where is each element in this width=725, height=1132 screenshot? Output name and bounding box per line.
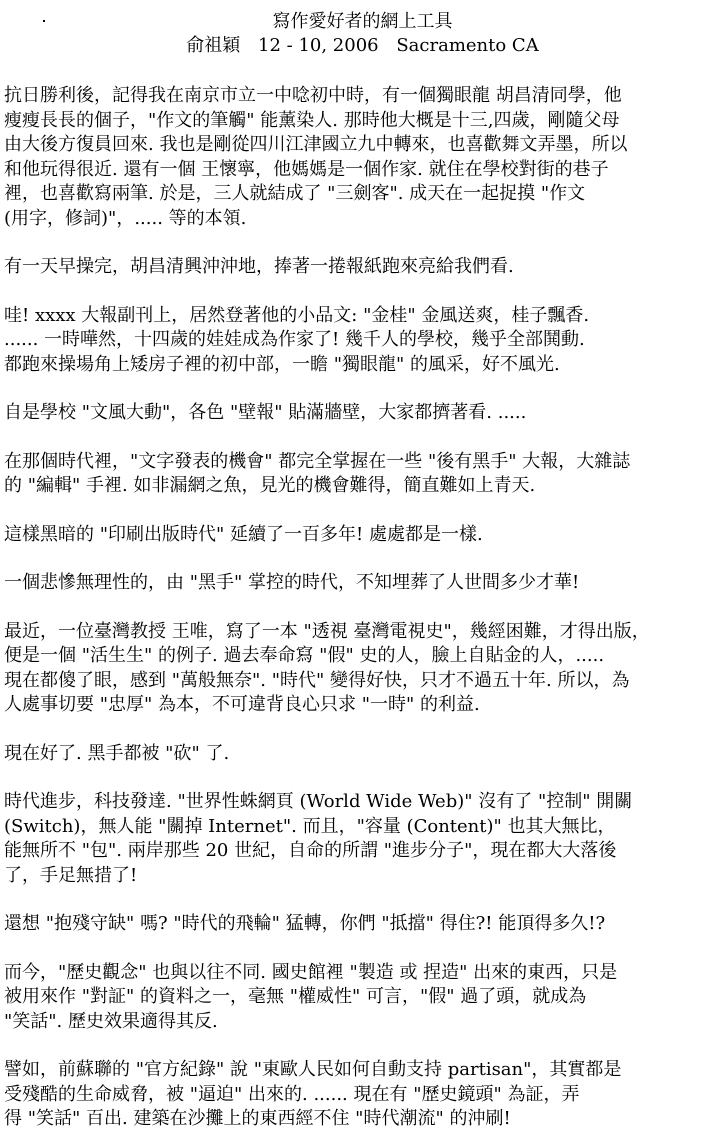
- text-line: (Switch)，無人能 "關掉 Internet". 而且，"容量 (Content)" 也其大無比，: [4, 815, 616, 837]
- text-line: 被用來作 "對証" 的資料之一，毫無 "權威性" 可言，"假" 過了頭，就成為: [4, 986, 587, 1007]
- text-line: 人處事切要 "忠厚" 為本，不可違背良心只求 "一時" 的利益.: [4, 694, 480, 715]
- text-line: 最近，一位臺灣教授 王唯，寫了一本 "透視 臺灣電視史"，幾經困難，才得出版，: [4, 620, 650, 642]
- document-byline: [4, 34, 713, 58]
- text-line: 得 "笑話" 百出. 建築在沙攤上的東西經不住 "時代潮流" 的沖刷!: [4, 1108, 511, 1129]
- document-title: 寫作愛好者的網上工具: [272, 11, 453, 32]
- text-line: 現在好了. 黑手都被 "砍" 了.: [4, 742, 230, 764]
- paragraph: [4, 571, 713, 596]
- paragraph: [4, 790, 713, 888]
- text-line: 有一天早操完，胡昌清興沖沖地，捧著一捲報紙跑來亮給我們看.: [4, 256, 514, 277]
- text-line: 抗日勝利後，記得我在南京市立一中唸初中時，有一個獨眼龍 胡昌清同學，他: [4, 85, 622, 106]
- text-line: 能無所不 "包". 兩岸那些 20 世紀，自命的所謂 "進步分子"，現在都大大落後: [4, 840, 617, 861]
- text-line: 了，手足無措了!: [4, 864, 138, 886]
- paragraph: [4, 912, 713, 937]
- text-line: 由大後方復員回來. 我也是剛從四川江津國立九中轉來，也喜歡舞文弄墨，所以: [4, 134, 628, 155]
- paragraph: [4, 84, 713, 231]
- text-line: 哇! xxxx 大報副刊上，居然登著他的小品文: "金桂" 金風送爽，桂子飄香.: [4, 304, 590, 326]
- paragraph: [4, 450, 713, 499]
- scan-speck: [43, 20, 45, 22]
- paragraph: [4, 961, 713, 1035]
- text-line: 受殘酷的生命威脅，被 "逼迫" 出來的. ...... 現在有 "歷史鏡頭" 為証，弄: [4, 1083, 580, 1105]
- paragraph: [4, 401, 713, 426]
- paragraph: [4, 255, 713, 280]
- text-line: 這樣黑暗的 "印刷出版時代" 延續了一百多年! 處處都是一樣.: [4, 523, 483, 545]
- text-line: 瘦瘦長長的個子，"作文的筆觸" 能薰染人. 那時他大概是十三,四歲，剛隨父母: [4, 109, 620, 131]
- paragraph: [4, 304, 713, 378]
- text-line: 便是一個 "活生生" 的例子. 過去奉命寫 "假" 史的人，臉上自貼金的人，.....: [4, 645, 605, 666]
- text-line: 和他玩得很近. 還有一個 王懷寧，他媽媽是一個作家. 就住在學校對街的巷子: [4, 158, 609, 180]
- text-line: 而今，"歷史觀念" 也與以往不同. 國史館裡 "製造 或 捏造" 出來的東西，只是: [4, 961, 618, 983]
- text-line: ...... 一時嘩然，十四歲的娃娃成為作家了! 幾千人的學校，幾乎全部鬨動.: [4, 329, 585, 350]
- text-line: 還想 "抱殘守缺" 嗎? "時代的飛輪" 猛轉，你們 "抵擋" 得住?! 能頂得多久!?: [4, 913, 606, 934]
- author-name: 俞祖穎: [186, 35, 241, 56]
- text-line: 都跑來操場角上矮房子裡的初中部，一瞻 "獨眼龍" 的風采，好不風光.: [4, 353, 560, 375]
- text-line: "笑話". 歷史效果適得其反.: [4, 1010, 218, 1032]
- paragraph: [4, 742, 713, 767]
- text-line: 自是學校 "文風大動"，各色 "壁報" 貼滿牆壁，大家都擠著看. .....: [4, 402, 527, 423]
- text-line: 裡，也喜歡寫兩筆. 於是，三人就結成了 "三劍客". 成天在一起捉摸 "作文: [4, 183, 586, 204]
- document-body: [4, 84, 713, 1132]
- location-text: Sacramento CA: [396, 35, 539, 56]
- date-text: 12 - 10, 2006: [258, 35, 379, 56]
- text-line: 在那個時代裡，"文字發表的機會" 都完全掌握在一些 "後有黑手" 大報，大雜誌: [4, 450, 631, 472]
- text-line: (用字，修詞)"，..... 等的本領.: [4, 207, 247, 229]
- paragraph: [4, 523, 713, 548]
- text-line: 譬如，前蘇聯的 "官方紀錄" 說 "東歐人民如何自動支持 partisan"，其實都是: [4, 1059, 622, 1080]
- text-line: 時代進步，科技發達. "世界性蛛網頁 (World Wide Web)" 沒有了 "控制" 開關: [4, 791, 633, 812]
- text-line: 的 "編輯" 手裡. 如非漏網之魚，見光的機會難得，簡直難如上青天.: [4, 475, 536, 496]
- paragraph: [4, 1058, 713, 1132]
- text-line: 一個悲慘無理性的，由 "黑手" 掌控的時代，不知埋葬了人世間多少才華!: [4, 572, 580, 593]
- paragraph: [4, 620, 713, 718]
- text-line: 現在都傻了眼，感到 "萬般無奈". "時代" 變得好快，只才不過五十年. 所以，為: [4, 669, 630, 691]
